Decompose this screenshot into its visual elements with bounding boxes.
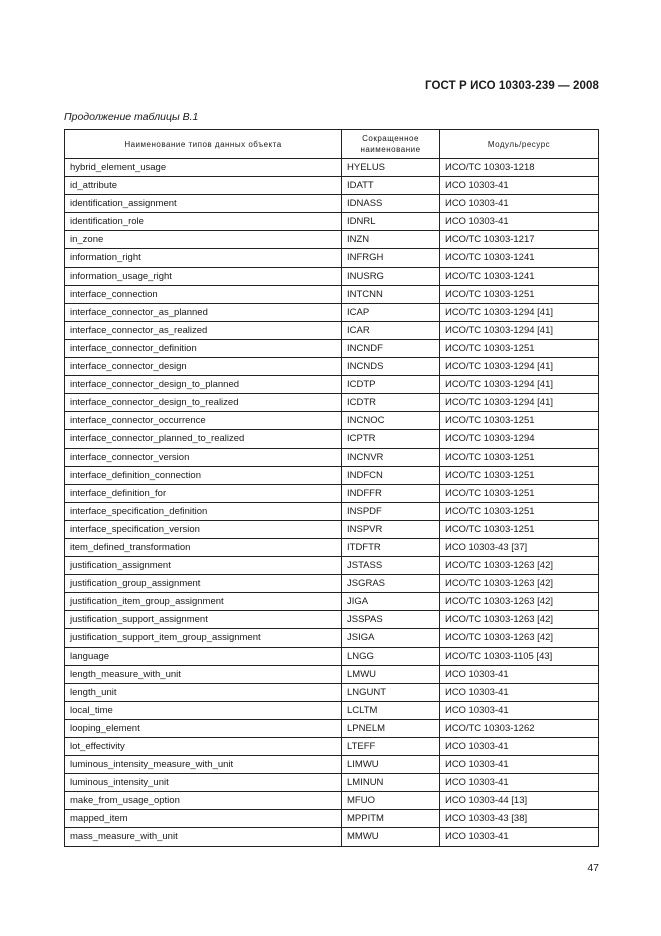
cell-entity-name: in_zone (65, 231, 342, 249)
cell-short-name: LPNELM (342, 719, 440, 737)
cell-entity-name: luminous_intensity_measure_with_unit (65, 756, 342, 774)
cell-entity-name: interface_specification_definition (65, 502, 342, 520)
table-row (65, 611, 599, 629)
cell-entity-name: interface_connector_as_realized (65, 321, 342, 339)
cell-module: ИСО/ТС 10303-1294 (440, 430, 599, 448)
cell-short-name: INCNOC (342, 412, 440, 430)
cell-entity-name: interface_connection (65, 285, 342, 303)
table-body (65, 159, 599, 847)
table-row (65, 593, 599, 611)
cell-module: ИСО/ТС 10303-1294 [41] (440, 303, 599, 321)
table-row (65, 159, 599, 177)
cell-entity-name: language (65, 647, 342, 665)
column-header-entity-name: Наименование типов данных объекта (65, 130, 342, 159)
cell-entity-name: interface_definition_connection (65, 466, 342, 484)
table-row (65, 575, 599, 593)
cell-entity-name: justification_support_assignment (65, 611, 342, 629)
column-header-module: Модуль/ресурс (440, 130, 599, 159)
cell-module: ИСО/ТС 10303-1263 [42] (440, 557, 599, 575)
cell-entity-name: make_from_usage_option (65, 792, 342, 810)
table-row (65, 303, 599, 321)
cell-module: ИСО/ТС 10303-1251 (440, 484, 599, 502)
cell-module: ИСО/ТС 10303-1251 (440, 520, 599, 538)
cell-module: ИСО/ТС 10303-1251 (440, 412, 599, 430)
table-header-row (65, 130, 599, 159)
cell-module: ИСО 10303-41 (440, 701, 599, 719)
table-row (65, 412, 599, 430)
cell-entity-name: hybrid_element_usage (65, 159, 342, 177)
cell-short-name: ICAR (342, 321, 440, 339)
cell-module: ИСО/ТС 10303-1263 [42] (440, 629, 599, 647)
cell-module: ИСО/ТС 10303-1263 [42] (440, 611, 599, 629)
cell-short-name: IDNASS (342, 195, 440, 213)
cell-entity-name: identification_assignment (65, 195, 342, 213)
cell-short-name: INSPVR (342, 520, 440, 538)
table-row (65, 267, 599, 285)
table-row (65, 792, 599, 810)
table-continuation-label: Продолжение таблицы В.1 (64, 111, 199, 123)
cell-short-name: JSTASS (342, 557, 440, 575)
cell-entity-name: interface_connector_version (65, 448, 342, 466)
cell-module: ИСО 10303-41 (440, 177, 599, 195)
cell-short-name: INDFCN (342, 466, 440, 484)
cell-module: ИСО 10303-43 [38] (440, 810, 599, 828)
cell-short-name: ICPTR (342, 430, 440, 448)
table-row (65, 557, 599, 575)
table-row (65, 719, 599, 737)
cell-module: ИСО 10303-41 (440, 195, 599, 213)
cell-module: ИСО/ТС 10303-1217 (440, 231, 599, 249)
table-row (65, 484, 599, 502)
cell-entity-name: item_defined_transformation (65, 538, 342, 556)
cell-module: ИСО 10303-41 (440, 213, 599, 231)
cell-short-name: INSPDF (342, 502, 440, 520)
cell-short-name: JSSPAS (342, 611, 440, 629)
cell-module: ИСО 10303-43 [37] (440, 538, 599, 556)
table-row (65, 647, 599, 665)
page-number: 47 (587, 862, 599, 874)
table-row (65, 756, 599, 774)
table-row (65, 520, 599, 538)
cell-module: ИСО/ТС 10303-1241 (440, 249, 599, 267)
table-row (65, 828, 599, 846)
cell-entity-name: interface_connector_occurrence (65, 412, 342, 430)
cell-module: ИСО 10303-41 (440, 665, 599, 683)
cell-short-name: JSGRAS (342, 575, 440, 593)
cell-short-name: IDNRL (342, 213, 440, 231)
cell-module: ИСО/ТС 10303-1294 [41] (440, 394, 599, 412)
column-header-short-name: Сокращенное наименование (342, 130, 440, 159)
cell-short-name: ICAP (342, 303, 440, 321)
cell-entity-name: mapped_item (65, 810, 342, 828)
cell-short-name: IDATT (342, 177, 440, 195)
cell-short-name: INZN (342, 231, 440, 249)
cell-module: ИСО/ТС 10303-1251 (440, 502, 599, 520)
table-row (65, 665, 599, 683)
cell-module: ИСО/ТС 10303-1251 (440, 466, 599, 484)
cell-short-name: LCLTM (342, 701, 440, 719)
table-row (65, 466, 599, 484)
cell-entity-name: interface_connector_definition (65, 339, 342, 357)
cell-entity-name: interface_connector_planned_to_realized (65, 430, 342, 448)
table-row (65, 810, 599, 828)
table-row (65, 774, 599, 792)
table-row (65, 339, 599, 357)
cell-short-name: JIGA (342, 593, 440, 611)
table-row (65, 448, 599, 466)
cell-module: ИСО/ТС 10303-1294 [41] (440, 376, 599, 394)
cell-module: ИСО 10303-41 (440, 683, 599, 701)
cell-entity-name: justification_support_item_group_assignment (65, 629, 342, 647)
cell-entity-name: local_time (65, 701, 342, 719)
cell-short-name: LIMWU (342, 756, 440, 774)
cell-module: ИСО/ТС 10303-1294 [41] (440, 358, 599, 376)
cell-module: ИСО 10303-41 (440, 828, 599, 846)
cell-entity-name: luminous_intensity_unit (65, 774, 342, 792)
cell-entity-name: interface_connector_design_to_planned (65, 376, 342, 394)
cell-short-name: LMWU (342, 665, 440, 683)
cell-module: ИСО/ТС 10303-1105 [43] (440, 647, 599, 665)
table-row (65, 738, 599, 756)
cell-module: ИСО/ТС 10303-1251 (440, 448, 599, 466)
cell-entity-name: interface_specification_version (65, 520, 342, 538)
table-row (65, 358, 599, 376)
cell-entity-name: length_measure_with_unit (65, 665, 342, 683)
cell-short-name: LTEFF (342, 738, 440, 756)
cell-entity-name: mass_measure_with_unit (65, 828, 342, 846)
cell-entity-name: looping_element (65, 719, 342, 737)
cell-module: ИСО/ТС 10303-1262 (440, 719, 599, 737)
cell-short-name: MFUO (342, 792, 440, 810)
cell-module: ИСО 10303-41 (440, 756, 599, 774)
cell-module: ИСО 10303-41 (440, 738, 599, 756)
cell-entity-name: interface_connector_design_to_realized (65, 394, 342, 412)
cell-entity-name: lot_effectivity (65, 738, 342, 756)
cell-short-name: MMWU (342, 828, 440, 846)
cell-short-name: INCNDF (342, 339, 440, 357)
cell-entity-name: interface_connector_design (65, 358, 342, 376)
table-row (65, 231, 599, 249)
cell-short-name: MPPITM (342, 810, 440, 828)
cell-entity-name: id_attribute (65, 177, 342, 195)
cell-module: ИСО/ТС 10303-1241 (440, 267, 599, 285)
cell-module: ИСО/ТС 10303-1218 (440, 159, 599, 177)
table-row (65, 321, 599, 339)
cell-short-name: INUSRG (342, 267, 440, 285)
table-row (65, 502, 599, 520)
table-row (65, 285, 599, 303)
cell-module: ИСО/ТС 10303-1251 (440, 339, 599, 357)
cell-short-name: INCNDS (342, 358, 440, 376)
cell-entity-name: justification_item_group_assignment (65, 593, 342, 611)
cell-entity-name: interface_connector_as_planned (65, 303, 342, 321)
table-row (65, 538, 599, 556)
cell-short-name: JSIGA (342, 629, 440, 647)
table-row (65, 376, 599, 394)
table-row (65, 683, 599, 701)
cell-entity-name: length_unit (65, 683, 342, 701)
cell-entity-name: justification_group_assignment (65, 575, 342, 593)
cell-short-name: LNGG (342, 647, 440, 665)
cell-short-name: LNGUNT (342, 683, 440, 701)
cell-entity-name: justification_assignment (65, 557, 342, 575)
table-row (65, 394, 599, 412)
cell-short-name: INFRGH (342, 249, 440, 267)
cell-short-name: LMINUN (342, 774, 440, 792)
table-row (65, 430, 599, 448)
table-row (65, 249, 599, 267)
cell-module: ИСО/ТС 10303-1263 [42] (440, 575, 599, 593)
cell-module: ИСО/ТС 10303-1263 [42] (440, 593, 599, 611)
cell-short-name: INDFFR (342, 484, 440, 502)
cell-short-name: INTCNN (342, 285, 440, 303)
document-header: ГОСТ Р ИСО 10303-239 — 2008 (424, 80, 599, 92)
entity-data-types-table (64, 129, 599, 847)
cell-module: ИСО/ТС 10303-1294 [41] (440, 321, 599, 339)
cell-module: ИСО 10303-41 (440, 774, 599, 792)
cell-entity-name: information_right (65, 249, 342, 267)
table-row (65, 629, 599, 647)
cell-entity-name: interface_definition_for (65, 484, 342, 502)
table-row (65, 213, 599, 231)
cell-entity-name: identification_role (65, 213, 342, 231)
table-row (65, 177, 599, 195)
cell-short-name: ICDTP (342, 376, 440, 394)
cell-short-name: HYELUS (342, 159, 440, 177)
cell-short-name: INCNVR (342, 448, 440, 466)
cell-short-name: ITDFTR (342, 538, 440, 556)
cell-entity-name: information_usage_right (65, 267, 342, 285)
cell-module: ИСО 10303-44 [13] (440, 792, 599, 810)
cell-module: ИСО/ТС 10303-1251 (440, 285, 599, 303)
cell-short-name: ICDTR (342, 394, 440, 412)
table-row (65, 195, 599, 213)
table-row (65, 701, 599, 719)
